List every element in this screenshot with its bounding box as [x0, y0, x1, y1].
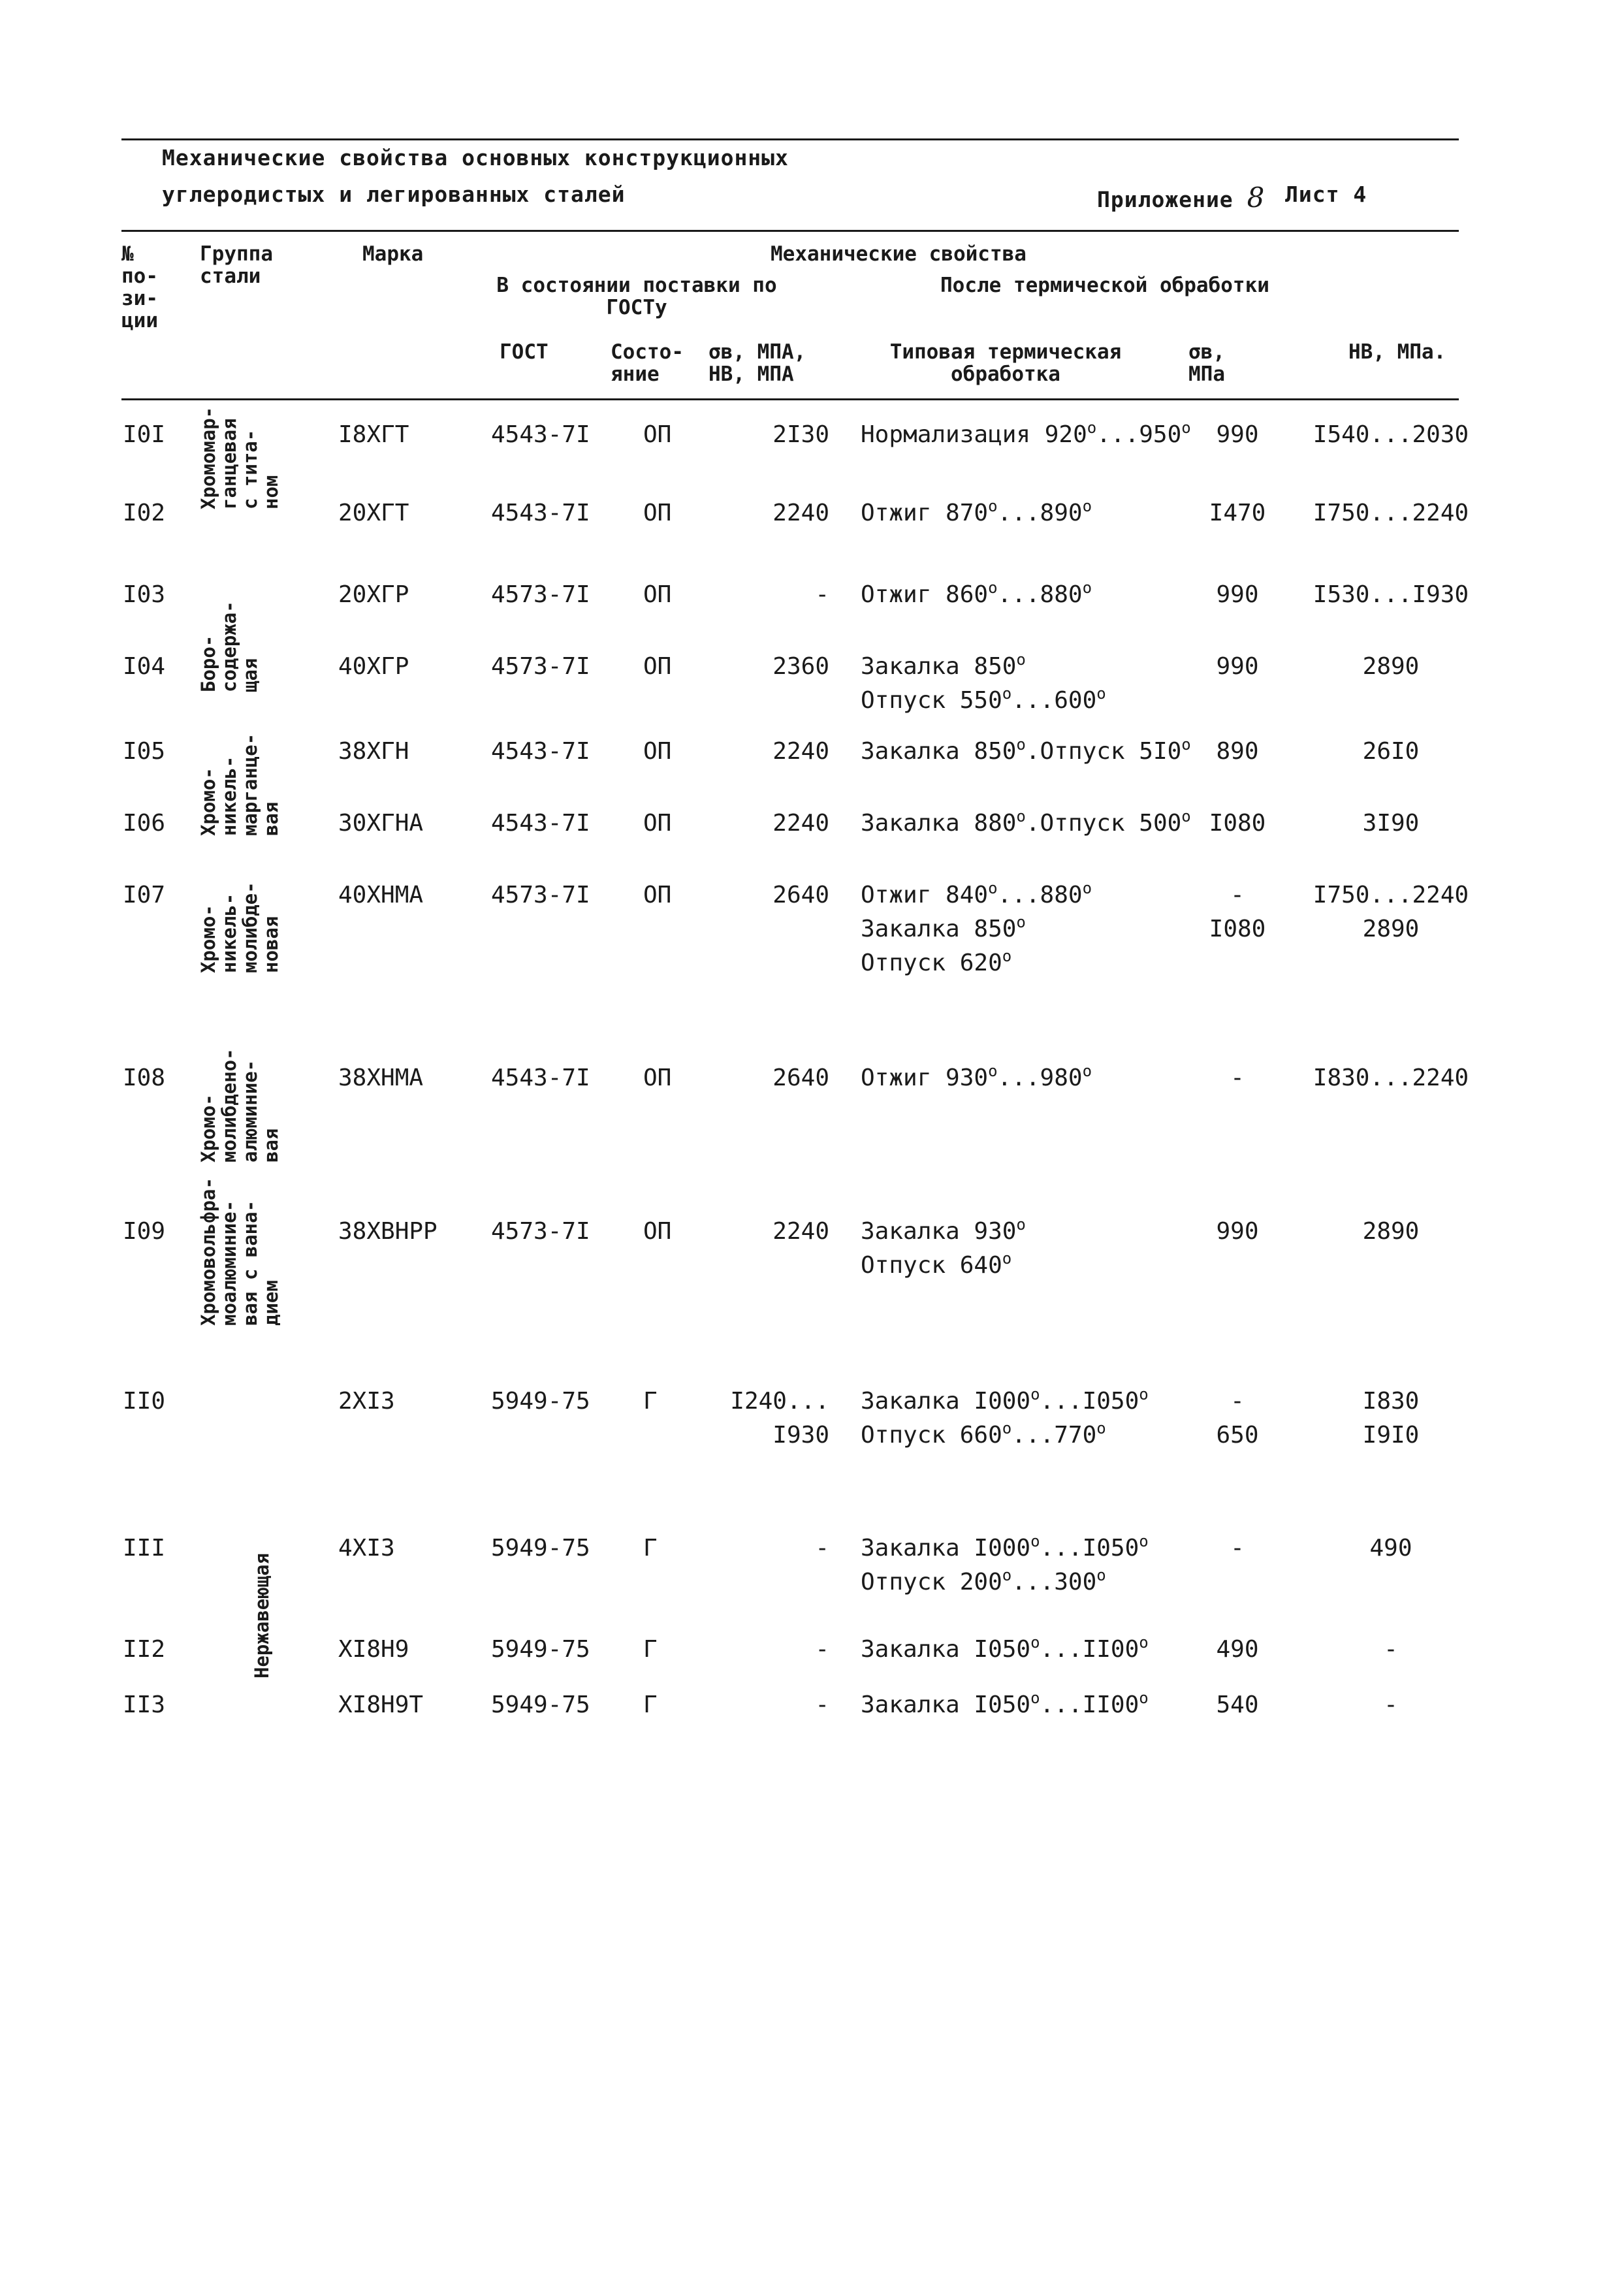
cell-treatment: Закалка 880$^o$.Отпуск 500$^o$ — [861, 807, 1191, 837]
col-header-group: Группа стали — [200, 242, 273, 288]
col-header-mechanical: Механические свойства — [771, 242, 1027, 266]
cell-gost: 5949-75 — [491, 1535, 590, 1562]
top-rule — [121, 138, 1459, 140]
cell-sigma: 990 — [1216, 421, 1259, 448]
cell-num: I04 — [123, 653, 166, 680]
group-label: Хромо- молибдено- алюминие- вая — [197, 1048, 282, 1162]
cell-treatment: Отжиг 860$^o$...880$^o$ — [861, 579, 1092, 608]
cell-treatment: Закалка I050$^o$...II00$^o$ — [861, 1689, 1149, 1718]
cell-hb-supply: 2360 — [772, 653, 829, 680]
cell-hb-supply: I240... I930 — [730, 1388, 829, 1449]
cell-gost: 4543-7I — [491, 810, 590, 837]
cell-num: I07 — [123, 882, 166, 908]
cell-treatment: Закалка 850$^o$.Отпуск 5I0$^o$ — [861, 735, 1191, 765]
cell-state: ОП — [643, 500, 672, 526]
cell-sigma: - I080 — [1209, 882, 1266, 942]
cell-hb: I830 I9I0 — [1362, 1388, 1420, 1449]
cell-gost: 4573-7I — [491, 882, 590, 908]
cell-sigma: - — [1230, 1535, 1245, 1562]
cell-hb-supply: 2240 — [772, 810, 829, 837]
cell-hb: I540...2030 — [1313, 421, 1469, 448]
cell-treatment: Отжиг 840$^o$...880$^o$ Закалка 850$^o$ Отпуск 620$^o$ — [861, 879, 1092, 976]
cell-sigma: I080 — [1209, 810, 1266, 837]
header-bottom-rule — [121, 398, 1459, 400]
cell-hb-supply: 2240 — [772, 1218, 829, 1245]
cell-grade: I8ХГТ — [338, 421, 409, 448]
cell-sigma: - — [1230, 1065, 1245, 1091]
cell-treatment: Отжиг 870$^o$...890$^o$ — [861, 497, 1092, 526]
document-title-line2: углеродистых и легированных сталей — [162, 182, 626, 207]
cell-num: II2 — [123, 1636, 166, 1663]
cell-state: ОП — [643, 1218, 672, 1245]
cell-num: I05 — [123, 738, 166, 765]
appendix-number: 8 — [1247, 182, 1266, 214]
cell-gost: 4543-7I — [491, 500, 590, 526]
cell-sigma: 540 — [1216, 1691, 1259, 1718]
cell-state: Г — [643, 1535, 658, 1562]
cell-hb: I830...2240 — [1313, 1065, 1469, 1091]
cell-treatment: Закалка 930$^o$ Отпуск 640$^o$ — [861, 1215, 1026, 1279]
appendix-label — [1097, 182, 1265, 214]
cell-state: ОП — [643, 1065, 672, 1091]
group-label: Хромовольфра- моалюминие- вая с вана- дием — [197, 1178, 282, 1326]
col-header-gost: ГОСТ — [500, 340, 549, 364]
cell-hb: 2890 — [1362, 1218, 1420, 1245]
cell-grade: ХI8Н9Т — [338, 1691, 424, 1718]
cell-hb-supply: 2640 — [772, 1065, 829, 1091]
cell-hb: I750...2240 — [1313, 500, 1469, 526]
cell-treatment: Отжиг 930$^o$...980$^o$ — [861, 1062, 1092, 1091]
cell-grade: 30ХГНА — [338, 810, 424, 837]
cell-gost: 4543-7I — [491, 738, 590, 765]
col-header-grade: Марка — [362, 242, 424, 266]
cell-num: II3 — [123, 1691, 166, 1718]
header-top-rule — [121, 230, 1459, 232]
group-label: Боро- содержа- щая — [197, 601, 261, 692]
cell-hb-supply: 2240 — [772, 500, 829, 526]
cell-hb-supply: 2240 — [772, 738, 829, 765]
col-header-treatment: Типовая термическая обработка — [889, 340, 1122, 386]
appendix-label-text: Приложение — [1097, 187, 1234, 212]
cell-hb-supply: - — [815, 1691, 829, 1718]
cell-grade: 2ХI3 — [338, 1388, 395, 1415]
cell-grade: 20ХГР — [338, 581, 409, 608]
sheet-number: Лист 4 — [1285, 182, 1367, 207]
cell-state: ОП — [643, 882, 672, 908]
cell-hb-supply: - — [815, 1535, 829, 1562]
cell-hb: 2890 — [1362, 653, 1420, 680]
cell-num: I0I — [123, 421, 166, 448]
cell-state: ОП — [643, 581, 672, 608]
cell-hb: 26I0 — [1362, 738, 1420, 765]
cell-num: I03 — [123, 581, 166, 608]
cell-sigma: 990 — [1216, 581, 1259, 608]
cell-hb: 490 — [1369, 1535, 1412, 1562]
cell-hb-supply: - — [815, 581, 829, 608]
cell-gost: 4543-7I — [491, 1065, 590, 1091]
group-label: Хромо- никель- марганце- вая — [197, 733, 282, 836]
cell-state: ОП — [643, 421, 672, 448]
cell-num: I02 — [123, 500, 166, 526]
cell-sigma: - 650 — [1216, 1388, 1259, 1449]
group-label: Хромомар- ганцевая с тита- ном — [197, 406, 282, 509]
cell-gost: 4573-7I — [491, 653, 590, 680]
cell-num: I06 — [123, 810, 166, 837]
col-header-state: Состо- яние — [611, 340, 684, 386]
cell-hb: I530...I930 — [1313, 581, 1469, 608]
cell-num: I09 — [123, 1218, 166, 1245]
col-header-sigma-hb: σв, МПА, НВ, МПА — [709, 340, 806, 386]
col-header-hb: НВ, МПа. — [1348, 340, 1446, 364]
col-header-sigma: σв, МПа — [1188, 340, 1225, 386]
cell-grade: 38ХНМА — [338, 1065, 424, 1091]
cell-gost: 5949-75 — [491, 1691, 590, 1718]
cell-state: ОП — [643, 810, 672, 837]
cell-gost: 4573-7I — [491, 1218, 590, 1245]
col-header-after-treatment: После термической обработки — [940, 274, 1269, 297]
cell-hb-supply: 2I30 — [772, 421, 829, 448]
cell-gost: 4573-7I — [491, 581, 590, 608]
cell-hb: I750...2240 2890 — [1313, 882, 1469, 942]
cell-grade: 40ХНМА — [338, 882, 424, 908]
cell-treatment: Закалка I000$^o$...I050$^o$ Отпуск 200$^o$...300$^o$ — [861, 1532, 1149, 1595]
cell-state: ОП — [643, 653, 672, 680]
cell-sigma: 490 — [1216, 1636, 1259, 1663]
cell-state: Г — [643, 1691, 658, 1718]
cell-grade: 38ХВНРР — [338, 1218, 438, 1245]
cell-grade: ХI8Н9 — [338, 1636, 409, 1663]
cell-hb: 3I90 — [1362, 810, 1420, 837]
document-title-line1: Механические свойства основных конструкционных — [162, 145, 789, 170]
cell-sigma: 990 — [1216, 653, 1259, 680]
cell-hb: - — [1384, 1691, 1398, 1718]
cell-treatment: Закалка I000$^o$...I050$^o$ Отпуск 660$^o$...770$^o$ — [861, 1385, 1149, 1449]
cell-num: III — [123, 1535, 166, 1562]
cell-treatment: Закалка I050$^o$...II00$^o$ — [861, 1633, 1149, 1663]
cell-grade: 38ХГН — [338, 738, 409, 765]
cell-num: I08 — [123, 1065, 166, 1091]
group-label: Хромо- никель- молибде- новая — [197, 882, 282, 973]
cell-sigma: I470 — [1209, 500, 1266, 526]
cell-sigma: 990 — [1216, 1218, 1259, 1245]
cell-treatment: Закалка 850$^o$ Отпуск 550$^o$...600$^o$ — [861, 650, 1106, 714]
cell-gost: 4543-7I — [491, 421, 590, 448]
cell-state: Г — [643, 1388, 658, 1415]
col-header-position: № по- зи- ции — [121, 242, 158, 332]
cell-treatment: Нормализация 920$^o$...950$^o$ — [861, 419, 1191, 448]
cell-grade: 20ХГТ — [338, 500, 409, 526]
cell-sigma: 890 — [1216, 738, 1259, 765]
cell-gost: 5949-75 — [491, 1636, 590, 1663]
cell-num: II0 — [123, 1388, 166, 1415]
cell-state: Г — [643, 1636, 658, 1663]
cell-hb-supply: - — [815, 1636, 829, 1663]
cell-state: ОП — [643, 738, 672, 765]
cell-grade: 40ХГР — [338, 653, 409, 680]
cell-hb-supply: 2640 — [772, 882, 829, 908]
cell-hb: - — [1384, 1636, 1398, 1663]
col-header-delivery: В состоянии поставки по ГОСТу — [496, 274, 777, 319]
cell-grade: 4ХI3 — [338, 1535, 395, 1562]
cell-gost: 5949-75 — [491, 1388, 590, 1415]
group-label: Нержавеющая — [251, 1552, 273, 1678]
